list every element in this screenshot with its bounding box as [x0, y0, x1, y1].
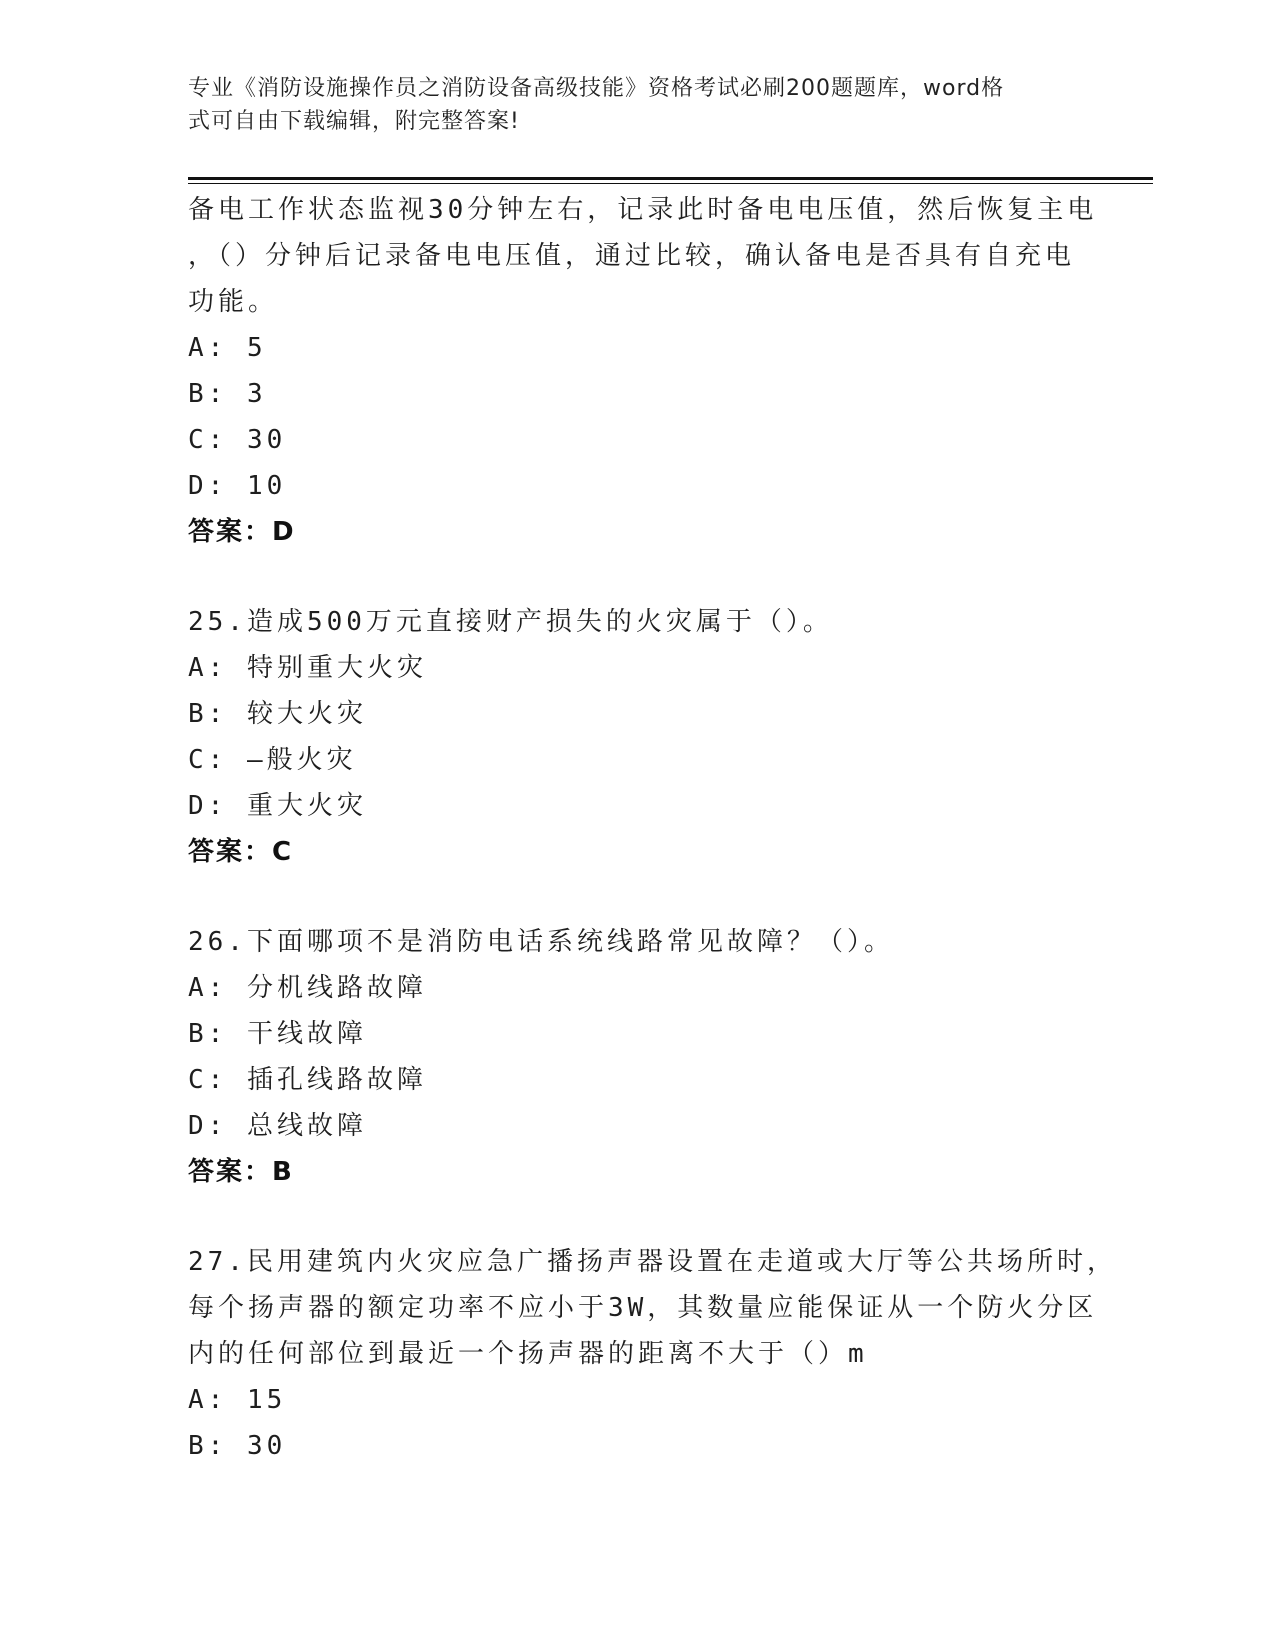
question-24: [188, 187, 1098, 555]
question-list: [188, 187, 1117, 1469]
answer-line: 答案：C: [188, 837, 294, 867]
question-spacer: [188, 555, 1088, 599]
header-line-1: 专业《消防设施操作员之消防设备高级技能》资格考试必刷200题题库，word格: [188, 76, 1005, 101]
option-d: D: 总线故障: [188, 1111, 367, 1141]
option-b: B: 30: [188, 1431, 287, 1461]
option-d: D: 10: [188, 471, 287, 501]
question-stem-line: 备电工作状态监视30分钟左右，记录此时备电电压值，然后恢复主电: [188, 195, 1098, 225]
header-divider-thin: [188, 183, 1153, 184]
question-spacer: [188, 875, 1088, 919]
option-a: A: 特别重大火灾: [188, 653, 427, 683]
question-27: [188, 1239, 1117, 1469]
header-divider-thick: [188, 177, 1153, 180]
question-25: [188, 599, 1088, 875]
option-c: C: —般火灾: [188, 745, 357, 775]
option-b: B: 较大火灾: [188, 699, 367, 729]
option-a: A: 15: [188, 1385, 287, 1415]
option-a: A: 5: [188, 333, 267, 363]
question-stem-line: 25.造成500万元直接财产损失的火灾属于（）。: [188, 607, 833, 637]
option-b: B: 3: [188, 379, 267, 409]
option-c: C: 插孔线路故障: [188, 1065, 427, 1095]
question-stem-line: 功能。: [188, 287, 279, 317]
option-d: D: 重大火灾: [188, 791, 367, 821]
option-a: A: 分机线路故障: [188, 973, 427, 1003]
question-stem-line: 内的任何部位到最近一个扬声器的距离不大于（）m: [188, 1339, 868, 1369]
answer-line: 答案：B: [188, 1157, 294, 1187]
question-stem-line: ，（）分钟后记录备电电压值，通过比较，确认备电是否具有自充电: [188, 241, 1076, 271]
question-26: [188, 919, 1088, 1195]
question-stem-line: 每个扬声器的额定功率不应小于3W，其数量应能保证从一个防火分区: [188, 1293, 1098, 1323]
option-b: B: 干线故障: [188, 1019, 367, 1049]
question-stem-line: 26.下面哪项不是消防电话系统线路常见故障？（）。: [188, 927, 894, 957]
answer-line: 答案：D: [188, 517, 296, 547]
option-c: C: 30: [188, 425, 287, 455]
header-line-2: 式可自由下载编辑，附完整答案!: [188, 109, 520, 134]
question-stem-line: 27.民用建筑内火灾应急广播扬声器设置在走道或大厅等公共场所时，: [188, 1247, 1117, 1277]
document-header: [188, 72, 1078, 138]
question-spacer: [188, 1195, 1088, 1239]
